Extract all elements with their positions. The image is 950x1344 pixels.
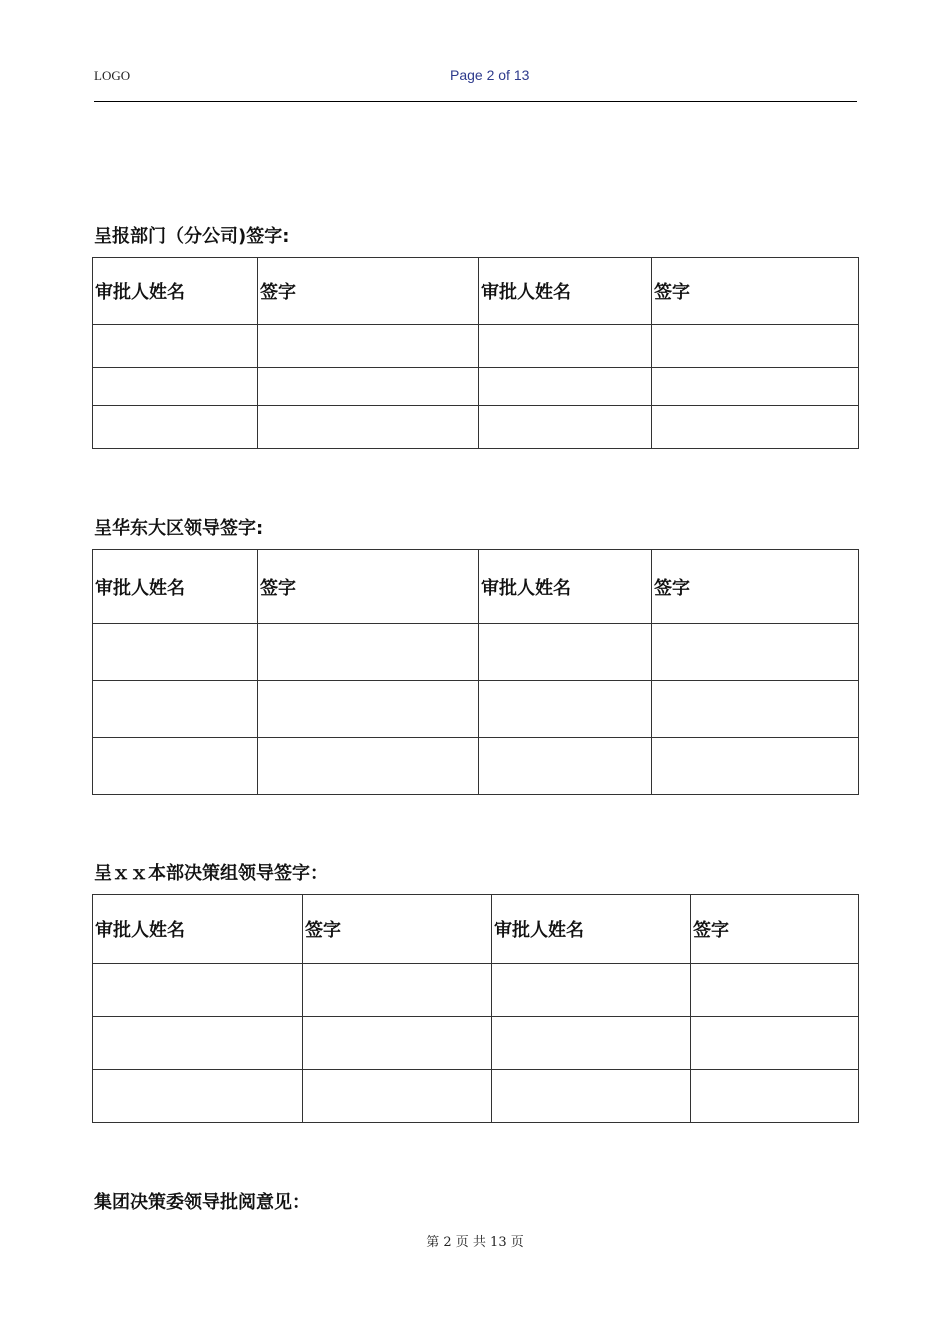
approver-name-cell[interactable]	[479, 368, 652, 406]
signature-cell[interactable]	[652, 368, 859, 406]
signature-cell[interactable]	[652, 325, 859, 368]
column-header-signature: 签字	[691, 895, 859, 964]
page-footer: 第 2 页 共 13 页	[426, 1235, 524, 1250]
approver-name-cell[interactable]	[93, 325, 258, 368]
approver-name-cell[interactable]	[492, 1070, 691, 1123]
signature-cell[interactable]	[258, 624, 479, 681]
approver-name-cell[interactable]	[479, 325, 652, 368]
column-header-approver-name: 审批人姓名	[479, 258, 652, 325]
table-row	[93, 681, 859, 738]
page-indicator: Page 2 of 13	[450, 67, 530, 83]
signature-table-east-china	[92, 549, 859, 795]
approver-name-cell[interactable]	[479, 406, 652, 449]
signature-cell[interactable]	[303, 964, 492, 1017]
table-header-row	[93, 258, 859, 325]
table-row	[93, 325, 859, 368]
table-row	[93, 738, 859, 795]
approver-name-cell[interactable]	[93, 368, 258, 406]
approver-name-cell[interactable]	[479, 738, 652, 795]
signature-cell[interactable]	[258, 738, 479, 795]
section-title-headquarters: 呈ｘｘ本部决策组领导签字：	[94, 863, 328, 884]
approver-name-cell[interactable]	[93, 1017, 303, 1070]
approver-name-cell[interactable]	[492, 1017, 691, 1070]
section-title-east-china: 呈华东大区领导签字:	[94, 518, 264, 539]
approver-name-cell[interactable]	[93, 624, 258, 681]
signature-cell[interactable]	[258, 368, 479, 406]
signature-cell[interactable]	[303, 1017, 492, 1070]
signature-cell[interactable]	[258, 406, 479, 449]
column-header-approver-name: 审批人姓名	[479, 550, 652, 624]
column-header-signature: 签字	[652, 550, 859, 624]
approver-name-cell[interactable]	[479, 681, 652, 738]
signature-cell[interactable]	[258, 325, 479, 368]
signature-table-department	[92, 257, 859, 449]
table-row	[93, 624, 859, 681]
column-header-approver-name: 审批人姓名	[93, 258, 258, 325]
signature-cell[interactable]	[652, 406, 859, 449]
signature-cell[interactable]	[691, 964, 859, 1017]
signature-cell[interactable]	[303, 1070, 492, 1123]
column-header-approver-name: 审批人姓名	[492, 895, 691, 964]
column-header-signature: 签字	[303, 895, 492, 964]
section-title-department: 呈报部门（分公司)签字:	[94, 226, 290, 247]
signature-cell[interactable]	[652, 624, 859, 681]
table-header-row	[93, 550, 859, 624]
signature-table-headquarters	[92, 894, 859, 1123]
signature-cell[interactable]	[652, 738, 859, 795]
signature-cell[interactable]	[652, 681, 859, 738]
approver-name-cell[interactable]	[479, 624, 652, 681]
column-header-approver-name: 审批人姓名	[93, 550, 258, 624]
column-header-signature: 签字	[258, 550, 479, 624]
approver-name-cell[interactable]	[93, 964, 303, 1017]
approver-name-cell[interactable]	[93, 1070, 303, 1123]
approver-name-cell[interactable]	[492, 964, 691, 1017]
header-logo: LOGO	[94, 68, 131, 83]
column-header-approver-name: 审批人姓名	[93, 895, 303, 964]
approver-name-cell[interactable]	[93, 681, 258, 738]
section-title-group-committee: 集团决策委领导批阅意见：	[94, 1192, 310, 1213]
table-row	[93, 406, 859, 449]
approver-name-cell[interactable]	[93, 406, 258, 449]
table-row	[93, 368, 859, 406]
column-header-signature: 签字	[652, 258, 859, 325]
header-divider	[94, 101, 857, 102]
table-row	[93, 964, 859, 1017]
signature-cell[interactable]	[691, 1070, 859, 1123]
table-header-row	[93, 895, 859, 964]
table-row	[93, 1070, 859, 1123]
signature-cell[interactable]	[691, 1017, 859, 1070]
table-row	[93, 1017, 859, 1070]
signature-cell[interactable]	[258, 681, 479, 738]
approver-name-cell[interactable]	[93, 738, 258, 795]
column-header-signature: 签字	[258, 258, 479, 325]
